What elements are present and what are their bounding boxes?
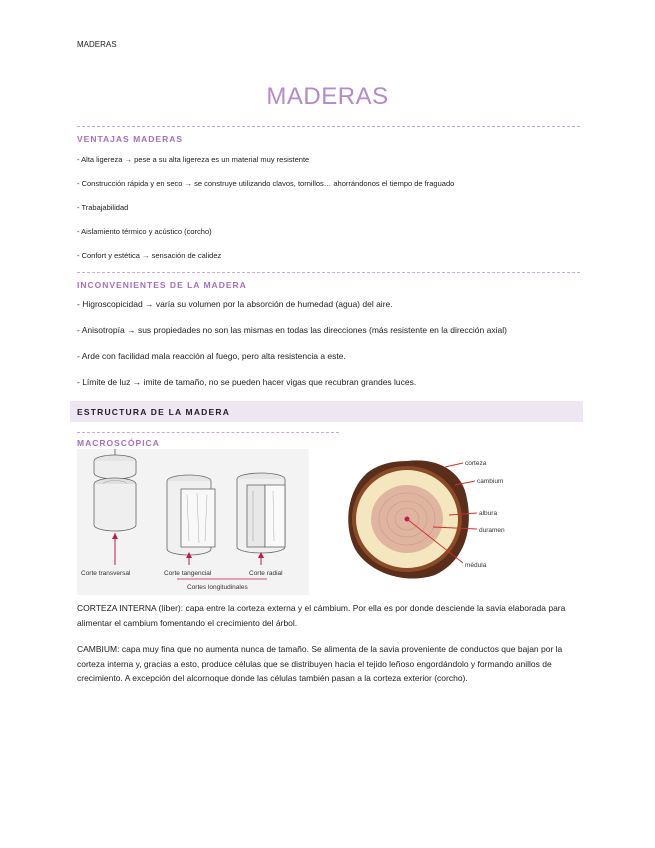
wood-cross-section-diagram [345,457,525,582]
label-cambium: cambium [477,478,504,485]
label-cortes-longitudinales: Cortes longitudinales [187,584,248,591]
label-duramen: duramen [479,527,505,534]
list-item: - Confort y estética → sensación de calidez [77,251,222,260]
label-corte-tangencial: Corte tangencial [164,570,212,577]
list-item: - Trabajabilidad [77,203,129,212]
list-item: - Construcción rápida y en seco → se construye utilizando clavos, tornillos… ahorrándonos el tiempo de fraguado [77,179,455,188]
label-albura: albura [479,510,498,517]
list-item: - Arde con facilidad mala reacción al fuego, pero alta resistencia a este. [77,351,346,361]
list-item: - Higroscopicidad → varía su volumen por la absorción de humedad (agua) del aire. [77,299,393,309]
divider [77,432,339,433]
paragraph-cambium: CAMBIUM: capa muy fina que no aumenta nunca de tamaño. Se alimenta de la savia proveniente de conductos que bajan por la corteza interna y, gracias a esto, produce células que se distribuyen hacia el tejido leñoso engordándolo y formando anillos de crecimiento. A excepción del alcornoque donde las células también pasan a la corteza exterior (corcho). [77,644,563,683]
label-corteza: corteza [465,460,487,467]
list-item: - Límite de luz → imite de tamaño, no se pueden hacer vigas que recubran grandes luces. [77,377,417,387]
label-corte-transversal: Corte transversal [81,570,131,577]
page-title: MADERAS [266,83,389,110]
section-heading-estructura: ESTRUCTURA DE LA MADERA [77,407,231,417]
wood-cuts-diagram [77,449,309,595]
divider [77,126,580,127]
section-heading-inconvenientes: INCONVENIENTES DE LA MADERA [77,280,247,290]
list-item: - Aislamiento térmico y acústico (corcho) [77,227,212,236]
divider [77,272,580,273]
log-tangential-illustration [167,475,215,555]
log-transversal-illustration [94,449,136,531]
label-medula: médula [465,562,487,569]
page-header: MADERAS [77,40,117,49]
paragraph-corteza: CORTEZA INTERNA (líber): capa entre la corteza externa y el cámbium. Por ella es por donde desciende la savia elaborada para alimentar el cambium fomentando el crecimiento del árbol. [77,603,566,628]
list-item: - Anisotropía → sus propiedades no son las mismas en todas las direcciones (más resistente en la dirección axial) [77,325,507,335]
label-corte-radial: Corte radial [249,570,283,577]
section-heading-macroscopica: MACROSCÓPICA [77,438,160,448]
section-heading-ventajas: VENTAJAS MADERAS [77,134,184,144]
section-band-estructura [70,401,583,422]
log-radial-illustration [237,473,285,553]
list-item: - Alta ligereza → pese a su alta ligereza es un material muy resistente [77,155,310,164]
